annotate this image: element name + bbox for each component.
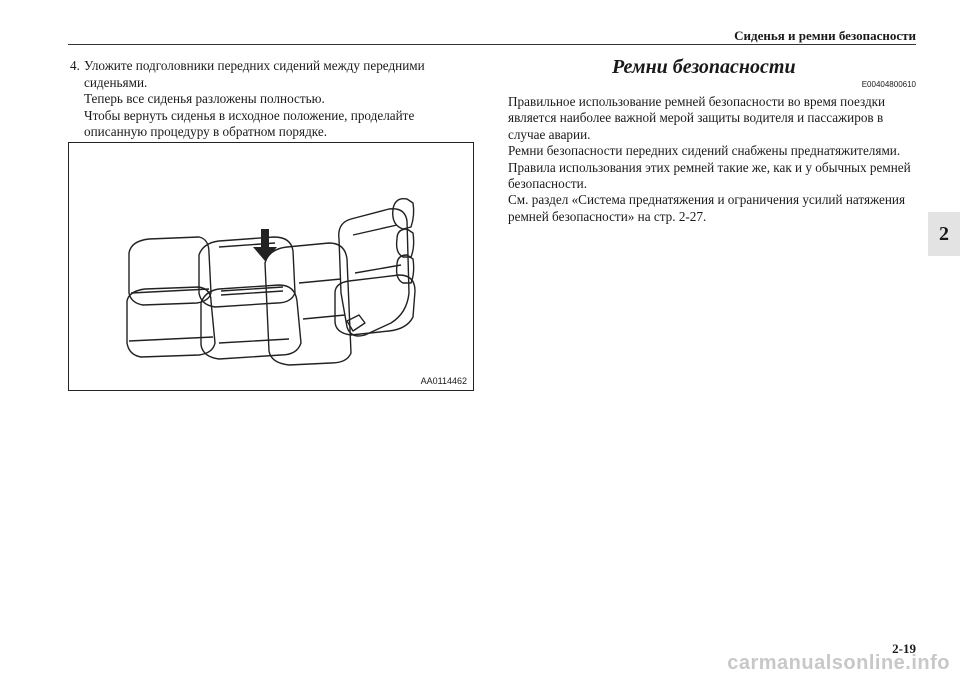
step-line: Уложите подголовники передних сидений между передними <box>84 58 425 73</box>
seat-illustration <box>68 142 474 391</box>
step-line: описанную процедуру в обратном порядке. <box>84 124 328 140</box>
paragraph: Ремни безопасности передних сидений снабжены преднатяжителями. Правила использования этих ремней такие же, как и у обычных ремней безопасности. <box>508 143 911 192</box>
page-number: 2-19 <box>892 641 916 656</box>
section-title: Ремни безопасности <box>612 56 796 78</box>
step-number: 4. <box>70 58 80 73</box>
header-rule <box>68 44 916 45</box>
paragraph: Правильное использование ремней безопасности во время поездки является наиболее важной мерой защиты водителя и пассажиров в случае аварии. <box>508 94 886 142</box>
section-body <box>508 94 918 225</box>
step-line: Теперь все сиденья разложены полностью. <box>84 91 325 107</box>
step-line: сиденьями. <box>84 74 148 90</box>
step-4 <box>70 58 474 141</box>
watermark[interactable]: carmanualsonline.info <box>727 652 950 674</box>
section-code: E00404800610 <box>861 80 916 89</box>
paragraph: См. раздел «Система преднатяжения и ограничения усилий натяжения ремней безопасности» на стр. 2-27. <box>508 192 906 224</box>
figure-code: AA0114462 <box>420 376 467 386</box>
folded-seats-drawing <box>69 143 473 390</box>
running-header: Сиденья и ремни безопасности <box>734 28 916 43</box>
step-line: Чтобы вернуть сиденья в исходное положение, проделайте <box>84 107 415 123</box>
chapter-tab: 2 <box>928 212 960 256</box>
